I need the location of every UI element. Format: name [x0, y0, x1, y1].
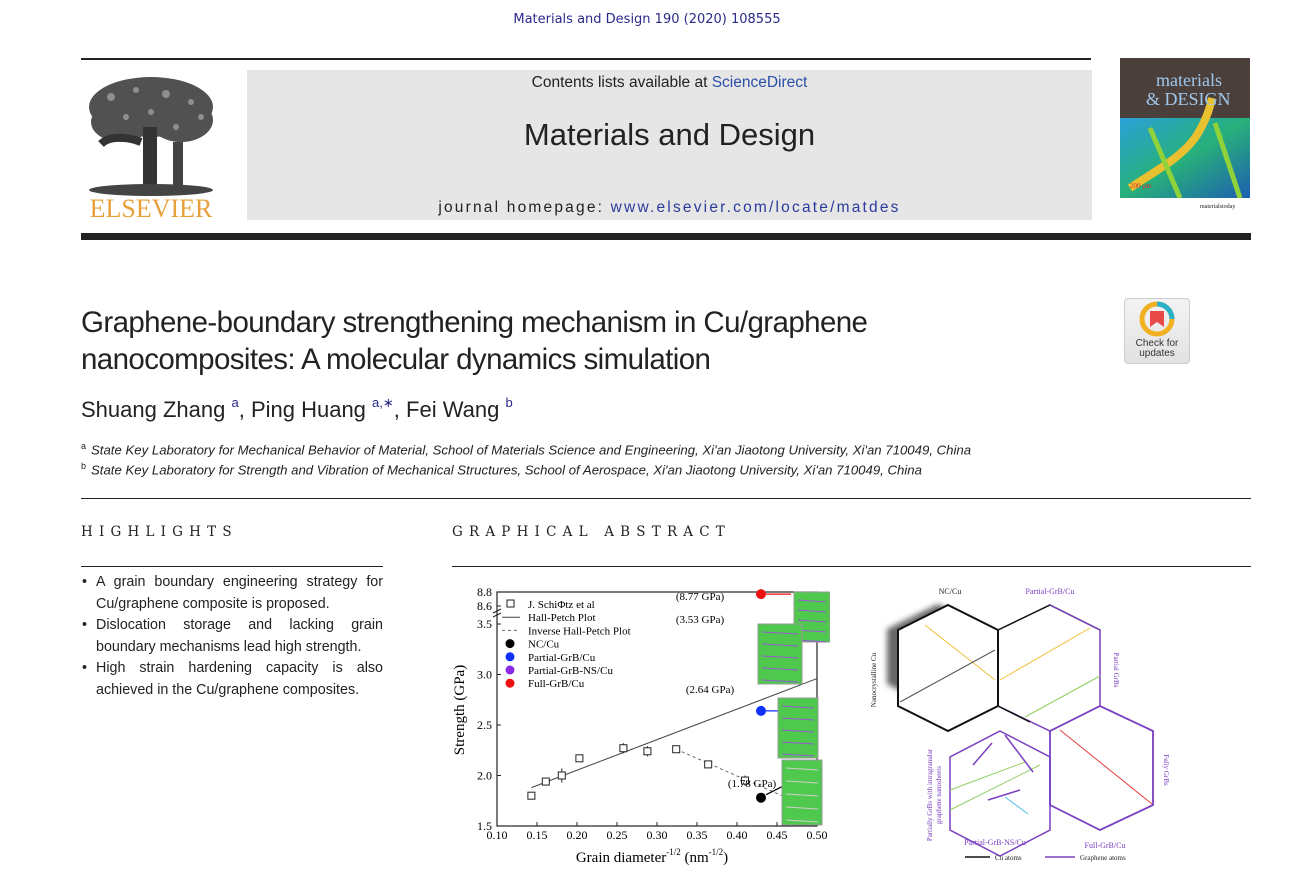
label-partially-ns-2: graphene nanosheets: [935, 765, 943, 825]
cover-title-materials: materials: [1156, 70, 1222, 90]
affiliation-text: State Key Laboratory for Strength and Vibration of Mechanical Structures, School of Aerospace, Xi'an Jiaotong University, Xi'an 710049, China: [91, 462, 922, 478]
graphical-abstract-heading: GRAPHICAL ABSTRACT: [452, 524, 731, 540]
data-point-schiotz: [620, 745, 627, 752]
legend-marker: [506, 666, 515, 675]
affiliation-a: [81, 441, 971, 457]
highlights-rule: [81, 566, 383, 567]
legend-label: Full-GrB/Cu: [528, 678, 585, 691]
title-line-2: nanocomposites: A molecular dynamics simulation: [81, 343, 711, 376]
journal-name: Materials and Design: [523, 117, 816, 152]
check-updates-line2: updates: [1139, 348, 1175, 359]
graphical-abstract-rule: [452, 566, 1251, 567]
highlight-item: • A grain boundary engineering strategy for Cu/graphene composite is proposed.: [81, 572, 383, 615]
author-affiliation-mark[interactable]: a: [231, 395, 239, 410]
value-annotation: (3.53 GPa): [675, 614, 725, 626]
x-tick-label: 0.35: [686, 828, 708, 842]
article-title: [81, 304, 1031, 378]
y-tick-label: 3.5: [477, 617, 492, 631]
data-point-schiotz: [528, 792, 535, 799]
x-axis-label: Grain diameter$^{-1/2}$ $(nm^{-1/2})$: [575, 847, 729, 866]
x-tick-label: 0.25: [606, 828, 628, 842]
x-tick-label: 0.10: [486, 828, 508, 842]
check-updates-icon: [1125, 299, 1189, 339]
y-tick-label: 2.0: [477, 768, 492, 783]
highlights-heading: HIGHLIGHTS: [81, 524, 238, 540]
affiliation-b: [81, 461, 922, 477]
data-point-schiotz: [673, 746, 680, 753]
cover-title-design: & DESIGN: [1146, 89, 1231, 109]
author-affiliation-mark[interactable]: b: [505, 395, 513, 410]
journal-cover-image[interactable]: [1120, 58, 1250, 210]
strength-vs-grain-size-chart[interactable]: [452, 580, 830, 870]
highlights-list: [81, 572, 383, 701]
affiliation-text: State Key Laboratory for Mechanical Behavior of Material, School of Materials Science and Engineering, Xi'an Jiaotong University, Xi'an 710049, China: [91, 442, 972, 458]
legend-cu-label: Cu atoms: [995, 854, 1022, 862]
contents-prefix: Contents lists available at: [531, 74, 712, 91]
data-point-nc-cu: [756, 793, 766, 803]
affiliation-mark: a: [81, 441, 87, 451]
data-point-schiotz: [644, 748, 651, 755]
legend-marker: [507, 600, 514, 607]
value-annotation: (8.77 GPa): [675, 591, 725, 603]
title-line-1: Graphene-boundary strengthening mechanism in Cu/graphene: [81, 306, 868, 339]
author-affiliation-mark[interactable]: a,∗: [372, 395, 394, 410]
check-updates-line1: Check for: [1135, 338, 1179, 349]
contents-line: [247, 74, 1092, 92]
header-bottom-rule: [81, 233, 1251, 240]
y-tick-label: 2.5: [477, 718, 492, 732]
label-partially-ns: Partially GrBs with intragranular: [926, 748, 934, 842]
x-tick-label: 0.15: [526, 828, 548, 842]
data-point-partial-grb-cu: [756, 706, 766, 716]
cover-scale-label: 200 μm: [1130, 182, 1152, 190]
partial-grb-hexagon: [1050, 605, 1100, 706]
highlight-item: • Dislocation storage and lacking grain boundary mechanisms lead high strength.: [81, 615, 383, 658]
check-for-updates-button[interactable]: [1124, 298, 1190, 364]
author-name[interactable]: Ping Huang: [250, 397, 366, 422]
legend-label: Hall-Petch Plot: [528, 612, 596, 625]
affiliation-mark: b: [81, 461, 87, 471]
sciencedirect-link[interactable]: ScienceDirect: [711, 74, 808, 91]
journal-citation[interactable]: Materials and Design 190 (2020) 108555: [513, 12, 781, 27]
data-point-full-grb-cu: [756, 589, 766, 599]
legend-label: Partial-GrB-NS/Cu: [528, 665, 613, 677]
value-annotation: (2.64 GPa): [685, 684, 735, 696]
legend-label: Inverse Hall-Petch Plot: [528, 625, 631, 638]
header-top-rule: [81, 58, 1091, 60]
journal-homepage: [247, 199, 1092, 217]
y-tick-label: 8.8: [477, 585, 492, 599]
legend-graphene-label: Graphene atoms: [1080, 854, 1126, 862]
full-grb-hexagon: [1050, 706, 1153, 830]
x-tick-label: 0.45: [766, 828, 788, 842]
nc-cu-hexagon: [898, 605, 998, 731]
y-axis-label: Strength (GPa): [452, 664, 468, 756]
label-full-grb: Full-GrB/Cu: [1084, 841, 1126, 850]
homepage-prefix: journal homepage:: [438, 199, 611, 216]
cover-footer: materialstoday: [1200, 204, 1236, 210]
y-tick-label: 1.5: [477, 819, 492, 833]
data-point-schiotz: [542, 778, 549, 785]
label-partial-grb: Partial-GrB/Cu: [1025, 587, 1075, 596]
author-name[interactable]: Fei Wang: [406, 397, 500, 422]
homepage-link[interactable]: www.elsevier.com/locate/matdes: [610, 199, 901, 216]
hexagon-grain-diagram[interactable]: [870, 580, 1190, 870]
legend-label: Partial-GrB/Cu: [528, 651, 596, 664]
y-tick-label: 3.0: [477, 667, 492, 682]
author-name[interactable]: Shuang Zhang: [81, 397, 226, 422]
y-tick-label: 8.6: [477, 599, 492, 613]
legend-label: J. SchiΦtz et al: [528, 599, 595, 611]
x-tick-label: 0.20: [566, 828, 588, 842]
label-nc-cu: NC/Cu: [938, 587, 962, 596]
elsevier-wordmark: ELSEVIER: [89, 194, 213, 223]
legend-marker: [506, 652, 515, 661]
legend-label: NC/Cu: [528, 638, 560, 651]
label-partial-grb-ns: Partial-GrB-NS/Cu: [964, 838, 1026, 847]
x-tick-label: 0.40: [726, 828, 748, 842]
label-partial-grbs: Partial GrBs: [1112, 652, 1120, 688]
x-tick-label: 0.50: [806, 828, 828, 842]
label-fully-grbs: Fully GrBs: [1162, 754, 1170, 786]
section-divider: [81, 498, 1251, 499]
legend-marker: [506, 679, 515, 688]
x-tick-label: 0.30: [646, 828, 668, 842]
data-point-schiotz: [576, 755, 583, 762]
value-annotation: (1.78 GPa): [727, 778, 777, 790]
label-nanocrystalline: Nanocrystalline Cu: [870, 652, 878, 708]
data-point-schiotz: [705, 761, 712, 768]
legend-marker: [506, 639, 515, 648]
highlight-item: • High strain hardening capacity is also achieved in the Cu/graphene composites.: [81, 658, 383, 701]
data-point-schiotz: [558, 772, 565, 779]
author-list: Shuang Zhang $^a$, Ping Huang $^{a,∗}$, Fei Wang $^b$: [81, 395, 513, 422]
